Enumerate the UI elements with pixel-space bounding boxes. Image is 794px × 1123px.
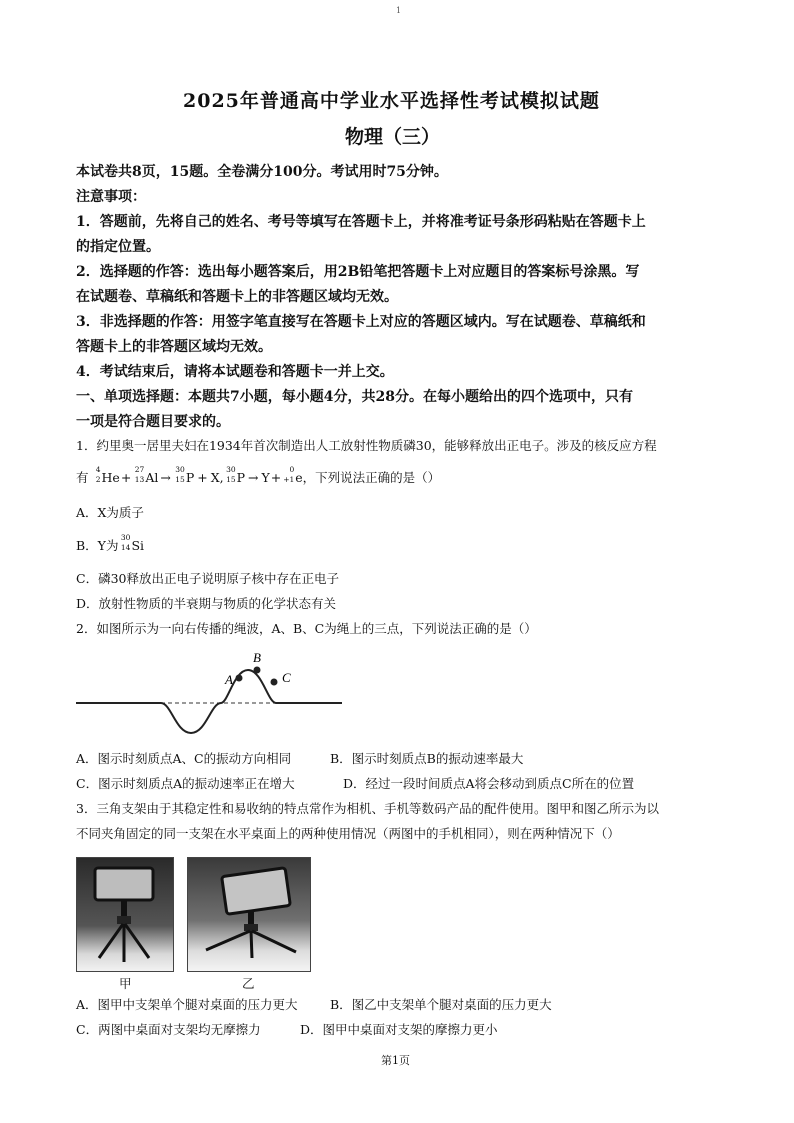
q2-option-b: B．图示时刻质点B的振动速率最大	[330, 751, 524, 766]
label-c: C	[282, 670, 291, 685]
section-heading: 一项是符合题目要求的。	[76, 414, 230, 430]
fig-label-yi: 乙	[242, 976, 255, 991]
q3-option-c: C．两图中桌面对支架均无摩擦力	[76, 1022, 261, 1037]
tripod-photo-jia	[76, 857, 174, 972]
q1-option-b-text: B．Y为	[76, 538, 119, 553]
notice-line: 1．答题前，先将自己的姓名、考号等填写在答题卡上，并将准考证号条形码粘贴在答题卡上	[76, 214, 646, 230]
tripod-photo-yi	[187, 857, 311, 972]
q1-option-a: A．X为质子	[76, 505, 144, 520]
point-a	[236, 675, 243, 682]
q3-stem: 3．三角支架由于其稳定性和易收纳的特点常作为相机、手机等数码产品的配件使用。图甲和图乙所示为以	[76, 801, 659, 816]
page-footer: 第1页	[381, 1054, 410, 1067]
phone	[95, 868, 153, 900]
label-b: B	[253, 650, 261, 665]
q1-option-d: D．放射性物质的半衰期与物质的化学状态有关	[76, 596, 337, 611]
point-b	[254, 667, 261, 674]
rope-wave-figure	[76, 648, 342, 740]
label-a: A	[225, 672, 233, 687]
notice-line: 的指定位置。	[76, 239, 160, 255]
q1-stem: 1．约里奥一居里夫妇在1934年首次制造出人工放射性物质磷30，能够释放出正电子。涉及的核反应方程	[76, 438, 657, 453]
q3-option-b: B．图乙中支架单个腿对桌面的压力更大	[330, 997, 552, 1012]
notice-line: 2．选择题的作答：选出每小题答案后，用2B铅笔把答题卡上对应题目的答案标号涂黑。写	[76, 264, 640, 280]
section-heading: 一、单项选择题：本题共7小题，每小题4分，共28分。在每小题给出的四个选项中，只有	[76, 389, 633, 405]
q2-stem: 2．如图所示为一向右传播的绳波，A、B、C为绳上的三点，下列说法正确的是（）	[76, 621, 537, 636]
q1-eq-suffix: ，下列说法正确的是（）	[302, 470, 441, 485]
q1-equation: 有 4 2 He+ 27 13 Al → 30 15 P + X, 30 15 P → Y+ 0 +1 e，下列说法正确的是（）	[76, 465, 441, 485]
q2-option-a: A．图示时刻质点A、C的振动方向相同	[76, 751, 292, 766]
exam-intro: 本试卷共8页，15题。全卷满分100分。考试用时75分钟。	[76, 164, 448, 180]
notice-line: 答题卡上的非答题区域均无效。	[76, 339, 272, 355]
q1-eq-prefix: 有	[76, 470, 89, 485]
notice-line: 4．考试结束后，请将本试题卷和答题卡一并上交。	[76, 364, 394, 380]
notice-line: 在试题卷、草稿纸和答题卡上的非答题区域均无效。	[76, 289, 398, 305]
exam-title: 2025年普通高中学业水平选择性考试模拟试题	[183, 90, 600, 112]
q2-option-c: C．图示时刻质点A的振动速率正在增大	[76, 776, 295, 791]
q3-option-d: D．图甲中桌面对支架的摩擦力更小	[300, 1022, 498, 1037]
phone	[222, 868, 291, 915]
notice-line: 3．非选择题的作答：用签字笔直接写在答题卡上对应的答题区域内。写在试题卷、草稿纸和	[76, 314, 646, 330]
q1-option-c: C．磷30释放出正电子说明原子核中存在正电子	[76, 571, 339, 586]
si-symbol: Si	[131, 538, 145, 553]
q3-option-a: A．图甲中支架单个腿对桌面的压力更大	[76, 997, 298, 1012]
q3-stem: 不同夹角固定的同一支架在水平桌面上的两种使用情况（两图中的手机相同），则在两种情况下（）	[76, 826, 620, 841]
point-c	[271, 679, 278, 686]
notice-title: 注意事项：	[76, 189, 146, 205]
q1-option-b: B．Y为 30 14 Si	[76, 533, 145, 553]
exam-subtitle: 物理（三）	[345, 126, 441, 148]
page-mark: 1	[396, 6, 402, 15]
q2-option-d: D．经过一段时间质点A将会移动到质点C所在的位置	[343, 776, 635, 791]
wave-curve	[161, 670, 276, 733]
fig-label-jia: 甲	[119, 976, 132, 991]
